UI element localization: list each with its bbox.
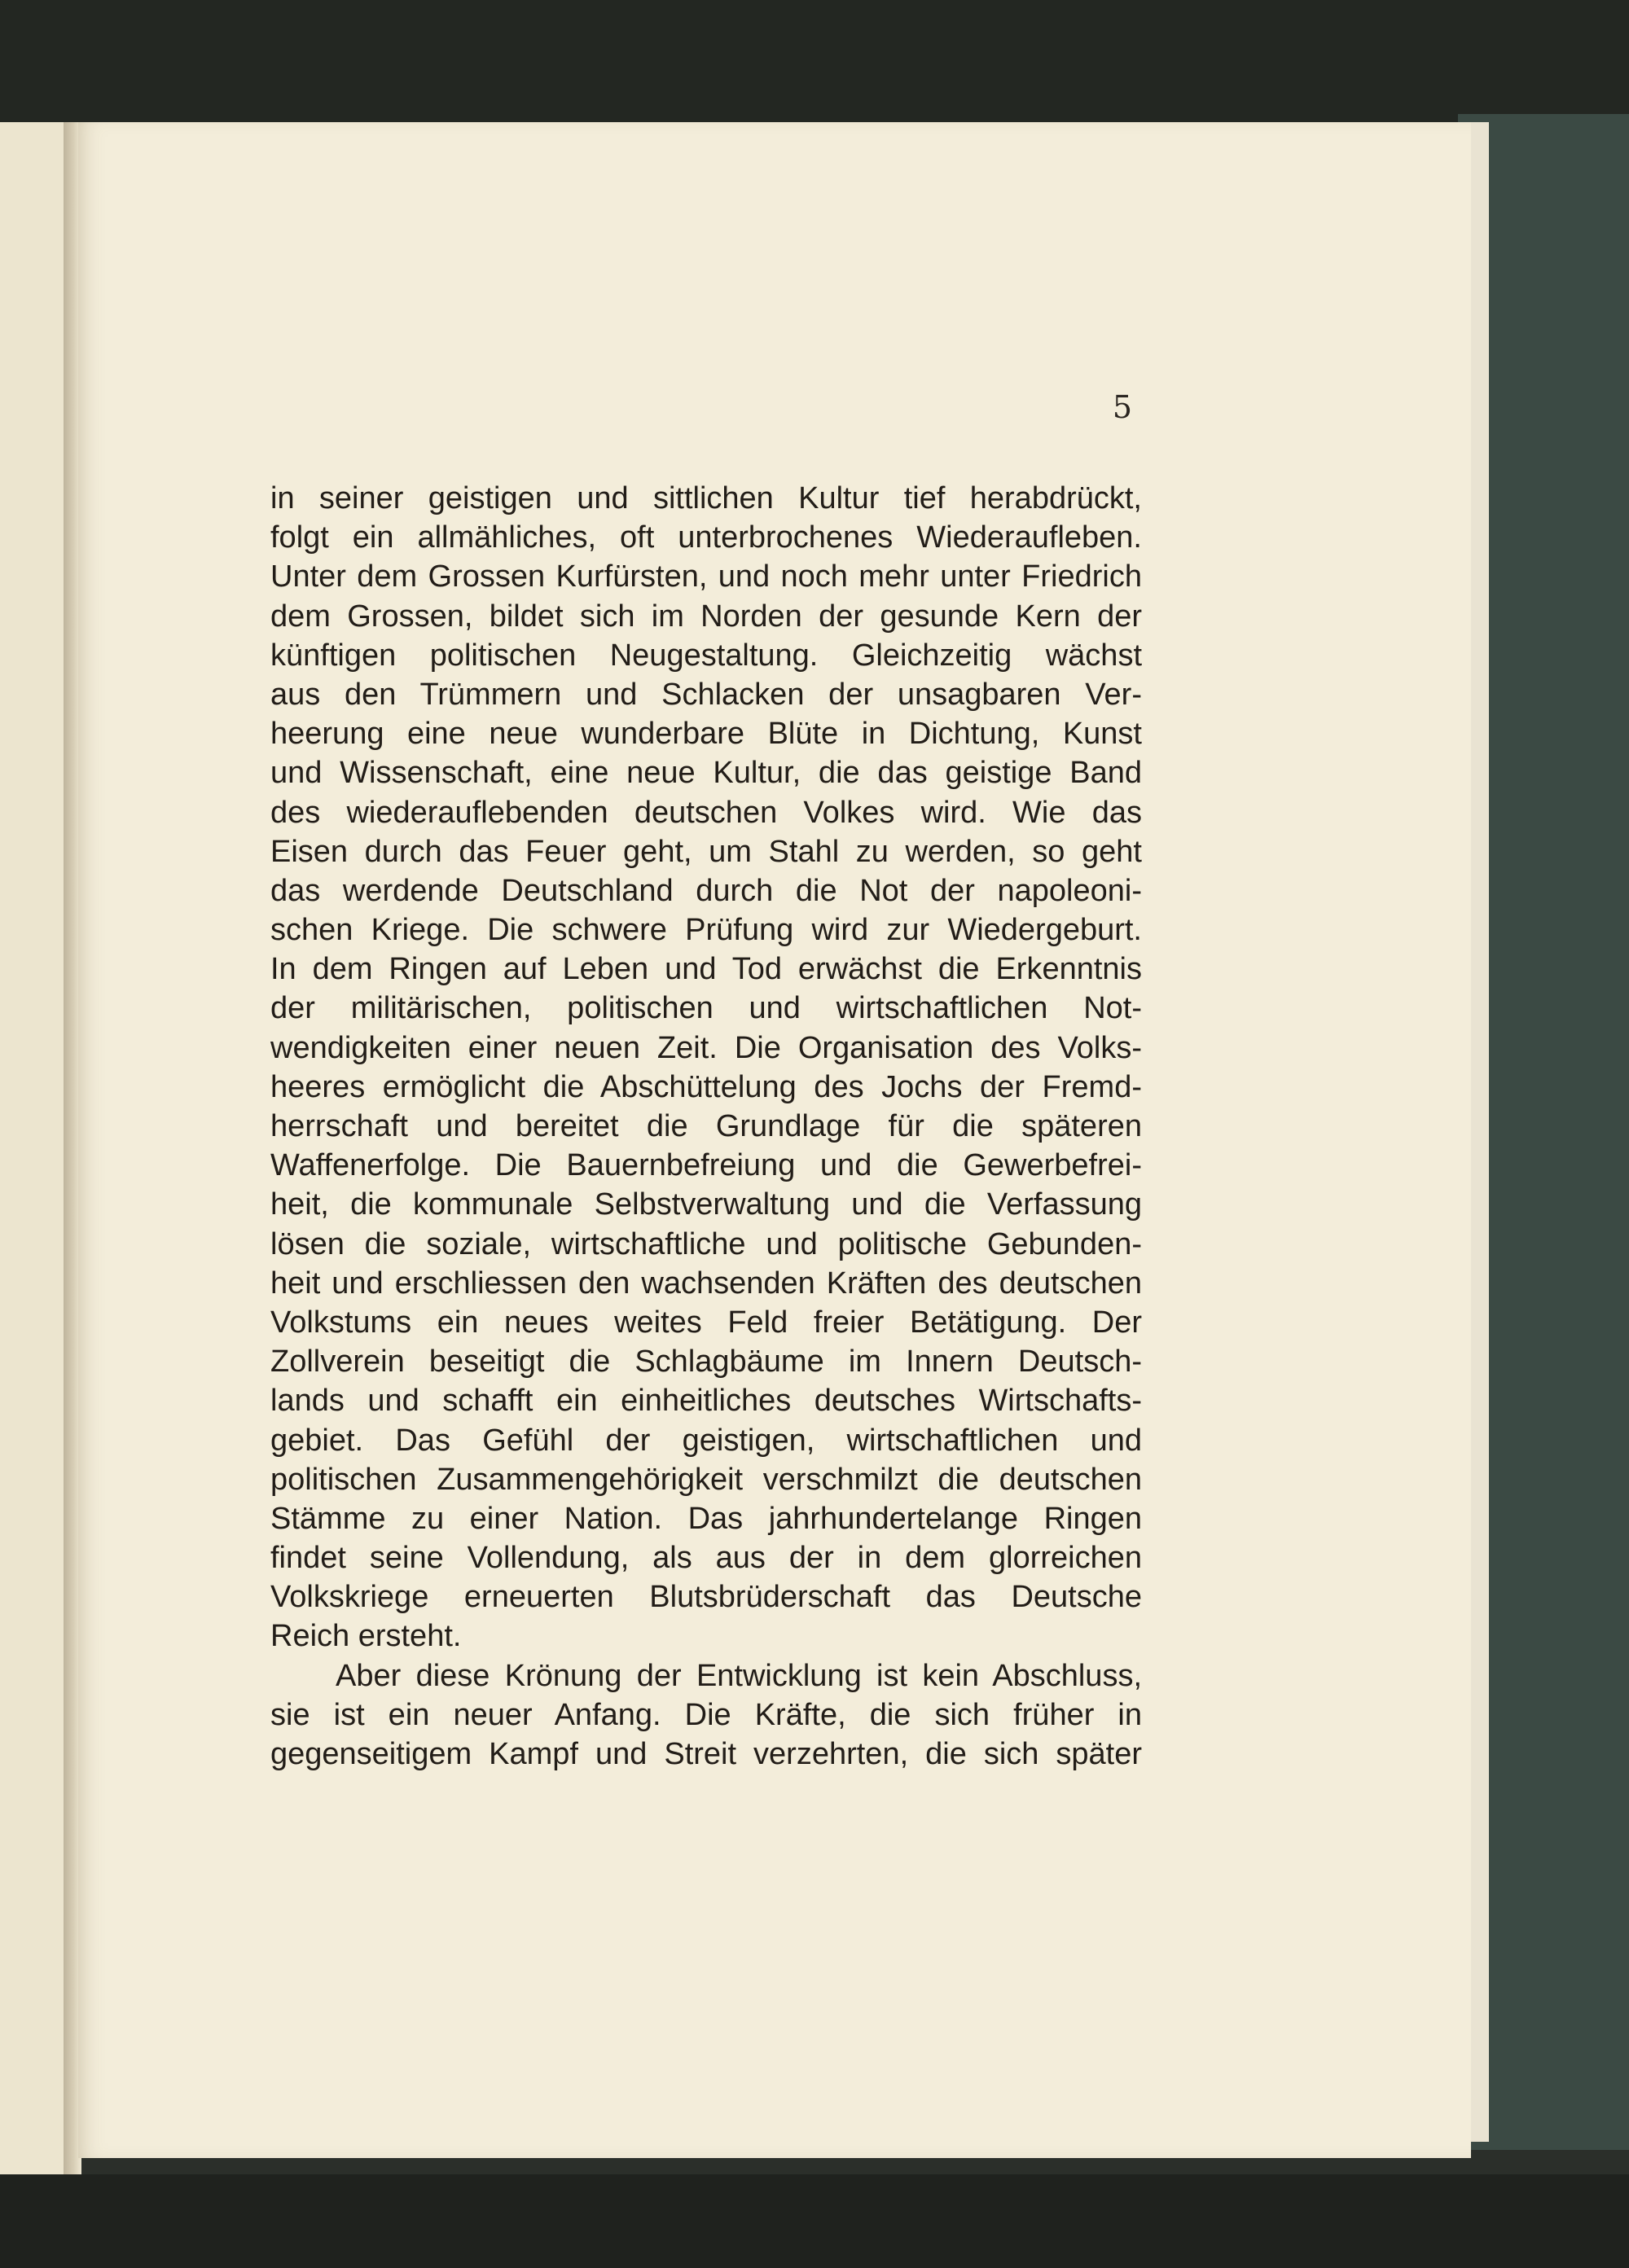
text-line: lands und schafft ein einheitliches deutsches Wirtschafts- xyxy=(270,1384,1142,1419)
text-line: und Wissenschaft, eine neue Kultur, die das geistige Band xyxy=(270,756,1142,791)
text-line: gebiet. Das Gefühl der geistigen, wirtschaftlichen und xyxy=(270,1423,1142,1458)
text-line: Volkskriege erneuerten Blutsbrüderschaft das Deutsche xyxy=(270,1580,1142,1615)
text-line: schen Kriege. Die schwere Prüfung wird zur Wiedergeburt. xyxy=(270,913,1142,948)
text-line: gegenseitigem Kampf und Streit verzehrten, die sich später xyxy=(270,1737,1142,1771)
text-line: politischen Zusammengehörigkeit verschmilzt die deutschen xyxy=(270,1462,1142,1497)
body-text xyxy=(270,479,1142,1774)
text-line: sie ist ein neuer Anfang. Die Kräfte, die sich früher in xyxy=(270,1697,1142,1732)
text-line: der militärischen, politischen und wirtschaftlichen Not- xyxy=(270,991,1142,1026)
text-line: aus den Trümmern und Schlacken der unsagbaren Ver- xyxy=(270,677,1142,712)
paragraph-1 xyxy=(270,479,1142,1656)
text-line: folgt ein allmähliches, oft unterbrochenes Wiederaufleben. xyxy=(270,520,1142,555)
text-line: Unter dem Grossen Kurfürsten, und noch mehr unter Friedrich xyxy=(270,559,1142,594)
text-line: lösen die soziale, wirtschaftliche und politische Gebunden- xyxy=(270,1226,1142,1261)
scan-background-top xyxy=(0,0,1629,122)
text-line: Zollverein beseitigt die Schlagbäume im Innern Deutsch- xyxy=(270,1345,1142,1380)
page-number: 5 xyxy=(1112,389,1132,425)
text-line: findet seine Vollendung, als aus der in dem glorreichen xyxy=(270,1541,1142,1576)
text-line: Stämme zu einer Nation. Das jahrhundertelange Ringen xyxy=(270,1501,1142,1536)
text-line: Waffenerfolge. Die Bauernbefreiung und die Gewerbefrei- xyxy=(270,1148,1142,1183)
text-line: heerung eine neue wunderbare Blüte in Dichtung, Kunst xyxy=(270,717,1142,752)
text-line: des wiederauflebenden deutschen Volkes wird. Wie das xyxy=(270,795,1142,830)
text-line: heit, die kommunale Selbstverwaltung und die Verfassung xyxy=(270,1187,1142,1222)
text-line: Volkstums ein neues weites Feld freier Betätigung. Der xyxy=(270,1305,1142,1340)
text-line: heit und erschliessen den wachsenden Kräften des deutschen xyxy=(270,1266,1142,1301)
text-line: Aber diese Krönung der Entwicklung ist kein Abschluss, xyxy=(336,1658,1142,1693)
text-line: dem Grossen, bildet sich im Norden der gesunde Kern der xyxy=(270,599,1142,634)
paragraph-2 xyxy=(270,1656,1142,1774)
text-line: In dem Ringen auf Leben und Tod erwächst die Erkenntnis xyxy=(270,952,1142,987)
text-line: das werdende Deutschland durch die Not der napoleoni- xyxy=(270,873,1142,908)
left-page-edge xyxy=(0,122,67,2174)
text-line: herrschaft und bereitet die Grundlage für die späteren xyxy=(270,1109,1142,1143)
text-line: Reich ersteht. xyxy=(270,1619,462,1654)
text-line: wendigkeiten einer neuen Zeit. Die Organisation des Volks- xyxy=(270,1030,1142,1065)
text-line: heeres ermöglicht die Abschüttelung des Jochs der Fremd- xyxy=(270,1069,1142,1104)
text-line: künftigen politischen Neugestaltung. Gleichzeitig wächst xyxy=(270,638,1142,673)
text-line: Eisen durch das Feuer geht, um Stahl zu werden, so geht xyxy=(270,834,1142,869)
text-line: in seiner geistigen und sittlichen Kultur tief herabdrückt, xyxy=(270,481,1142,515)
scan-background-bottom xyxy=(0,2174,1629,2268)
